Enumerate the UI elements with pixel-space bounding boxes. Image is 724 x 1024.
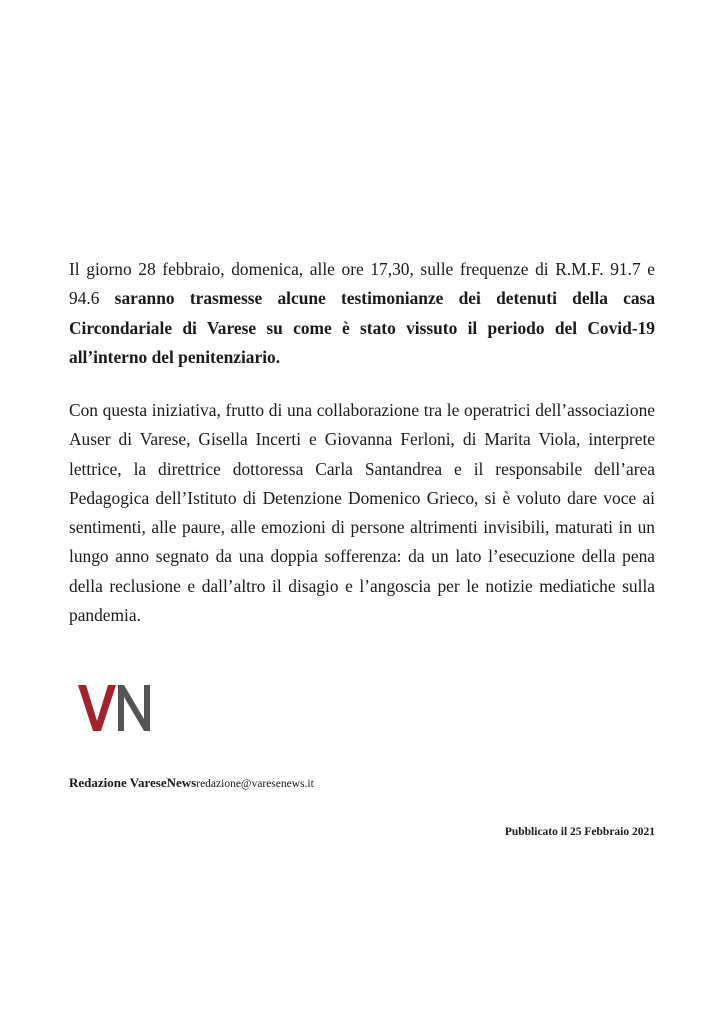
article-paragraph-2: Con questa iniziativa, frutto di una collaborazione tra le operatrici dell’associazione Auser di Varese, Gisella Incerti e Giovanna Ferloni, di Marita Viola, interprete lettrice, la direttrice dottoressa Carla Santandrea e il responsabile dell’area Pedagogica dell’Istituto di Detenzione Domenico Grieco, si è voluto dare voce ai sentimenti, alle paure, alle emozioni di persone altrimenti invisibili, maturati in un lungo anno segnato da una doppia sofferenza: da un lato l’esecuzione della pena della reclusione e dall’altro il disagio e l’angoscia per le notizie mediatiche sulla pandemia. xyxy=(69,400,655,626)
logo-letter-n xyxy=(118,685,150,731)
varesenews-logo xyxy=(76,683,156,733)
author-email[interactable]: redazione@varesenews.it xyxy=(196,778,314,790)
paragraph-1-highlight: saranno trasmesse alcune testimonianze dei detenuti della casa Circondariale di Varese su come è stato vissuto il periodo del Covid-19 all’interno del penitenziario. xyxy=(69,288,656,367)
article-paragraph-1 xyxy=(69,255,655,372)
logo-letter-v xyxy=(78,685,116,731)
publication-date: Pubblicato il 25 Febbraio 2021 xyxy=(504,826,655,838)
paragraph-1-intro: Il giorno 28 febbraio, domenica, alle ore 17,30, sulle frequenze di R.M.F. 91.7 e 94.6 xyxy=(69,259,655,309)
author-name: Redazione VareseNews xyxy=(69,775,197,790)
byline xyxy=(69,775,314,791)
